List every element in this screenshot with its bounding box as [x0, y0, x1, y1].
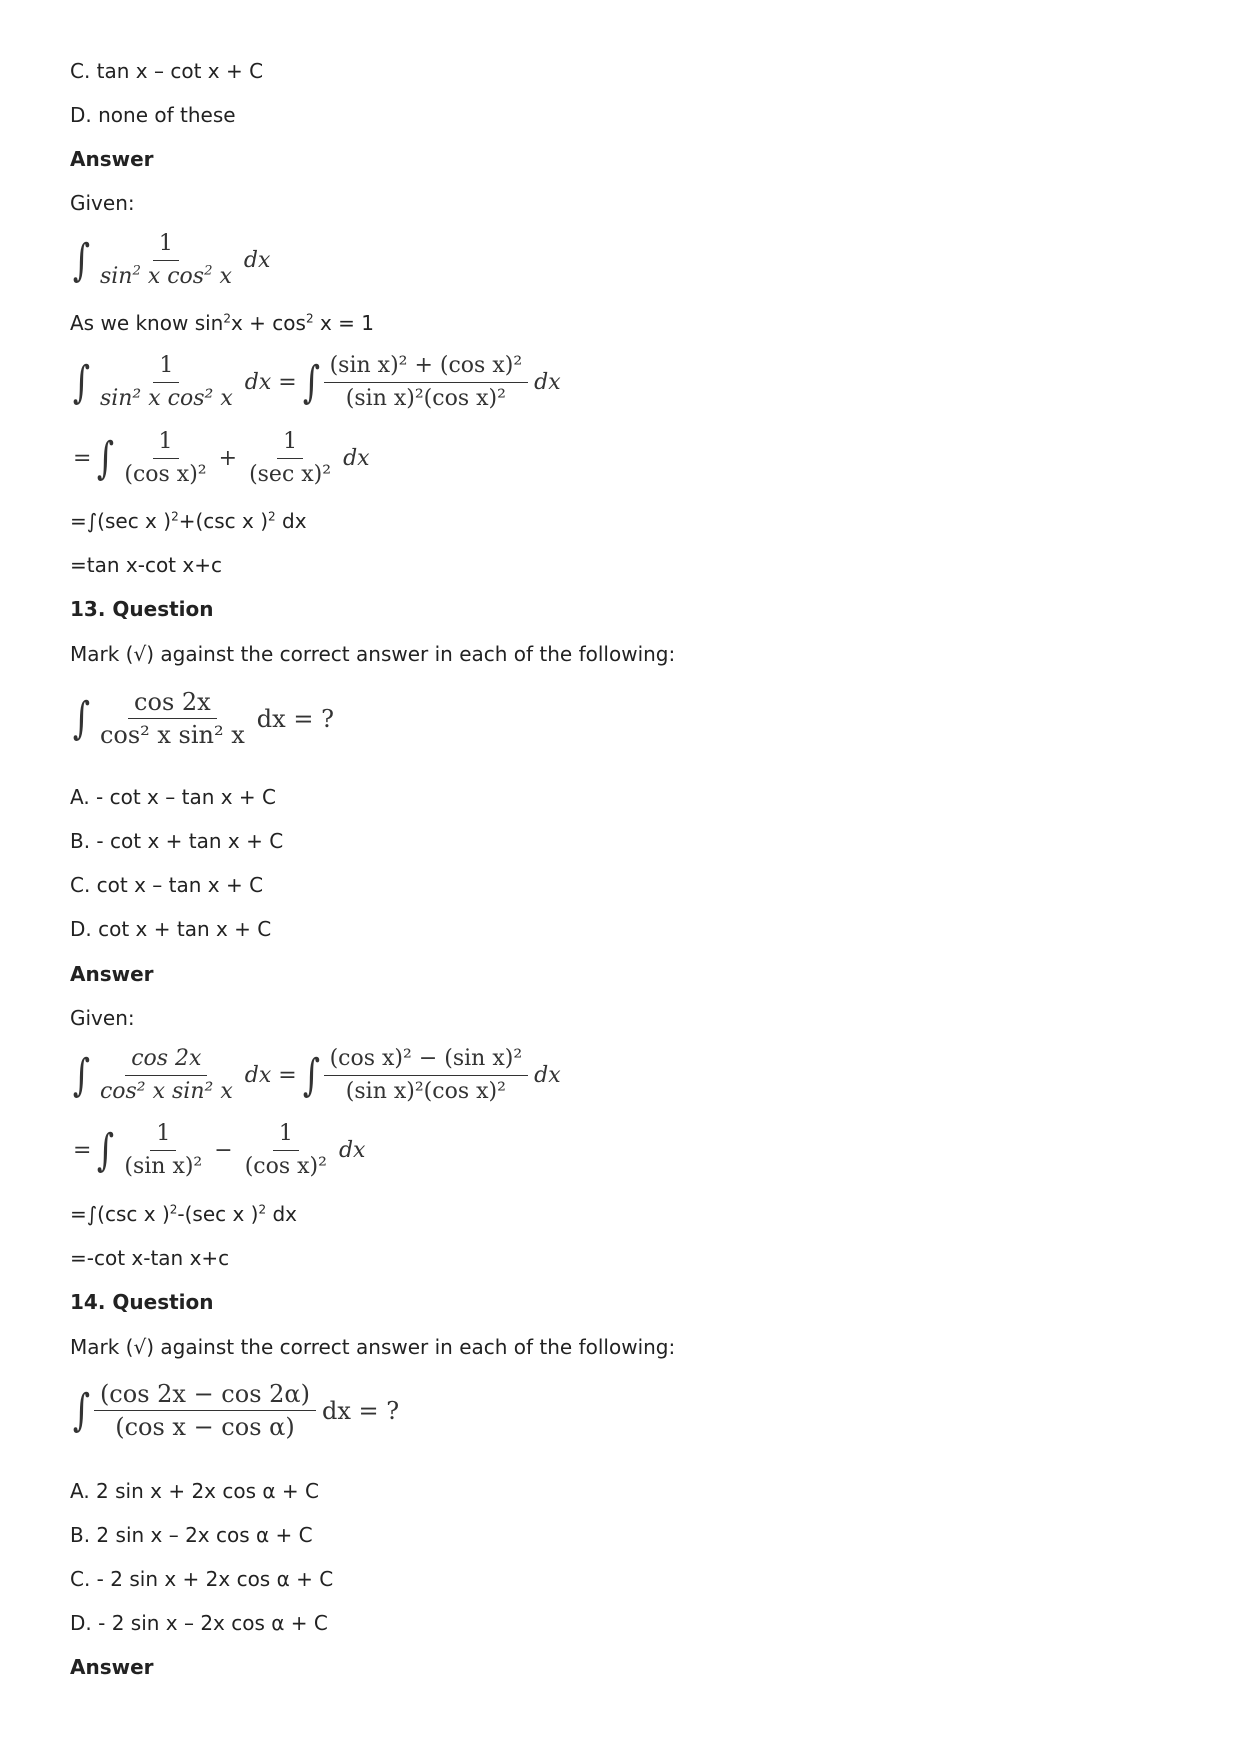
q14-heading: 14. Question — [70, 1290, 214, 1314]
q14-option-b: B. 2 sin x – 2x cos α + C — [70, 1523, 313, 1547]
q13-question-integral: ∫ $\frac{\cos 2x}{\text{cos² x sin² x}}$ dx = ? — [72, 688, 334, 749]
q14-question-integral: ∫ $\frac{(\cos 2x - \cos 2\alpha)}{\text{(cos x − cos α)}}$ dx = ? — [72, 1380, 400, 1441]
q13-option-c: C. cot x – tan x + C — [70, 873, 264, 897]
q12-answer-heading: Answer — [70, 147, 154, 171]
q13-answer-heading: Answer — [70, 962, 154, 986]
q13-integral-2: ∫ $\frac{\cos 2x}{\text{cos² x sin² x}}$ dx = ∫ $\frac{\text{(cos x)² − (sin x)²}}{\text{(sin x)²(cos x)²}}$ dx — [72, 1046, 561, 1104]
q13-integral-3: = ∫ $\frac{1}{\text{(sin x)²}}$ − $\frac{1}{\text{(cos x)²}}$ dx — [73, 1121, 366, 1179]
q13-step-5: =-cot x-tan x+c — [70, 1246, 230, 1270]
q12-option-d: D. none of these — [70, 103, 236, 127]
q13-option-b: B. - cot x + tan x + C — [70, 829, 284, 853]
q12-option-c: C. tan x – cot x + C — [70, 59, 264, 83]
q12-integral-1: ∫ $\frac{1}{\sin^2 x \cos^2 x}$ dx — [72, 231, 271, 289]
q13-option-d: D. cot x + tan x + C — [70, 917, 272, 941]
q14-answer-heading: Answer — [70, 1655, 154, 1679]
q12-step-4: =∫(sec x )$^2$+(csc x )$^2$ dx — [70, 509, 307, 533]
q14-option-c: C. - 2 sin x + 2x cos α + C — [70, 1567, 334, 1591]
q13-step-4: =∫(csc x )$^2$-(sec x )$^2$ dx — [70, 1202, 298, 1226]
q12-step-5: =tan x-cot x+c — [70, 553, 222, 577]
q13-prompt: Mark (√) against the correct answer in each of the following: — [70, 642, 676, 666]
q14-prompt: Mark (√) against the correct answer in each of the following: — [70, 1335, 676, 1359]
q12-integral-3: = ∫ $\frac{1}{\text{(cos x)²}}$ + $\frac{1}{\text{(sec x)²}}$ dx — [73, 429, 370, 487]
q13-option-a: A. - cot x – tan x + C — [70, 785, 277, 809]
q12-given: Given: — [70, 191, 135, 215]
q12-integral-2: ∫ $\frac{1}{\text{sin² x cos² x}}$ dx = ∫ $\frac{\text{(sin x)² + (cos x)²}}{\text{(sin x)²(cos x)²}}$ dx — [72, 353, 561, 411]
q14-option-a: A. 2 sin x + 2x cos α + C — [70, 1479, 319, 1503]
q13-given: Given: — [70, 1006, 135, 1030]
q13-heading: 13. Question — [70, 597, 214, 621]
q12-identity: As we know $\sin^2x + \cos^2 x = 1$ — [70, 311, 374, 335]
q14-option-d: D. - 2 sin x – 2x cos α + C — [70, 1611, 328, 1635]
